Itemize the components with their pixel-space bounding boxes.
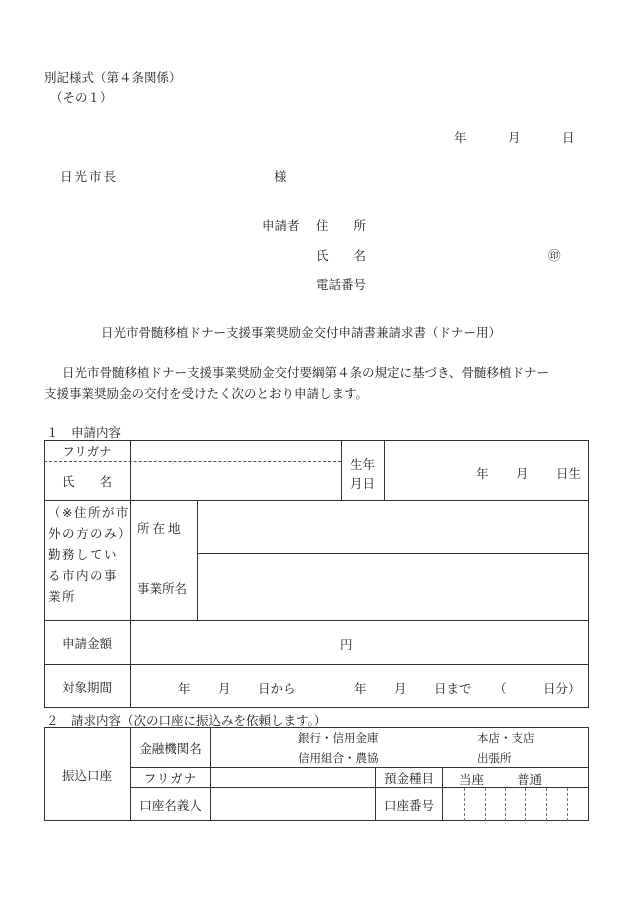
- period-from-day: 日から: [258, 681, 296, 696]
- account-number-label: 口座番号: [383, 797, 434, 813]
- period-from-month: 月: [218, 681, 231, 696]
- institution-label: 金融機関名: [139, 740, 202, 756]
- account-furigana-field[interactable]: [211, 768, 375, 787]
- birth-year-label: 年: [476, 466, 489, 481]
- period-paren-open: （: [494, 681, 507, 696]
- transfer-account-label: 振込口座: [61, 767, 112, 783]
- deposit-type-label: 預金種目: [383, 770, 434, 786]
- location-field[interactable]: [198, 501, 588, 553]
- furigana-field[interactable]: [131, 441, 340, 461]
- birth-label-line2: 月日: [350, 476, 376, 491]
- form-reference: 別記様式（第４条関係）: [44, 70, 182, 85]
- deposit-type-current[interactable]: 当座: [459, 772, 485, 787]
- name-field[interactable]: [131, 462, 340, 500]
- name-label: 氏 名: [61, 474, 112, 489]
- account-furigana-label: フリガナ: [143, 770, 198, 786]
- bank-types-line2: 信用組合・農協: [298, 751, 379, 765]
- amount-field[interactable]: [131, 621, 588, 664]
- furigana-label: フリガナ: [62, 444, 112, 459]
- date-year-label: 年: [454, 130, 467, 145]
- section2-heading: ２ 請求内容（次の口座に振込みを依頼します。）: [46, 713, 327, 728]
- period-to-day: 日まで: [434, 681, 472, 696]
- date-day-label: 日: [562, 130, 575, 145]
- bank-types-line1: 銀行・信用金庫: [298, 731, 379, 745]
- seal-mark: ㊞: [548, 248, 561, 263]
- account-number-field[interactable]: [443, 788, 588, 821]
- applicant-phone-label: 電話番号: [316, 277, 367, 292]
- branch-types-line2: 出張所: [477, 751, 512, 765]
- date-month-label: 月: [508, 130, 521, 145]
- birth-label-line1: 生年: [350, 457, 376, 472]
- applicant-address-label: 住 所: [316, 218, 367, 233]
- location-label: 所在地: [137, 521, 184, 536]
- applicant-label: 申請者: [262, 218, 300, 233]
- amount-unit: 円: [340, 637, 353, 652]
- birth-day-label: 日生: [556, 466, 582, 481]
- office-name-field[interactable]: [198, 554, 588, 620]
- account-holder-label: 口座名義人: [139, 797, 202, 813]
- amount-label: 申請金額: [61, 635, 112, 651]
- section1-heading: １ 申請内容: [46, 425, 122, 440]
- account-holder-field[interactable]: [211, 788, 375, 821]
- body-text-line2: 支援事業奨励金の交付を受けたく次のとおり申請します。: [44, 386, 369, 401]
- addressee-honorific: 様: [274, 169, 287, 184]
- birth-month-label: 月: [516, 466, 529, 481]
- applicant-name-label: 氏 名: [316, 248, 367, 263]
- period-days: 日分）: [543, 681, 581, 696]
- branch-types-line1: 本店・支店: [477, 731, 535, 745]
- form-subnumber: （その１）: [50, 90, 113, 105]
- deposit-type-ordinary[interactable]: 普通: [517, 772, 543, 787]
- period-label: 対象期間: [61, 679, 112, 695]
- period-to-month: 月: [394, 681, 407, 696]
- period-to-year: 年: [354, 681, 367, 696]
- office-name-label: 事業所名: [137, 581, 188, 596]
- body-text-line1: 日光市骨髄移植ドナー支援事業奨励金交付要綱第４条の規定に基づき、骨髄移植ドナー: [62, 365, 550, 380]
- addressee-name: 日光市長: [60, 169, 119, 184]
- document-title: 日光市骨髄移植ドナー支援事業奨励金交付申請書兼請求書（ドナー用）: [101, 325, 502, 340]
- period-from-year: 年: [178, 681, 191, 696]
- workplace-note: （※住所が市外の方のみ）勤務している市内の事業所: [48, 505, 130, 604]
